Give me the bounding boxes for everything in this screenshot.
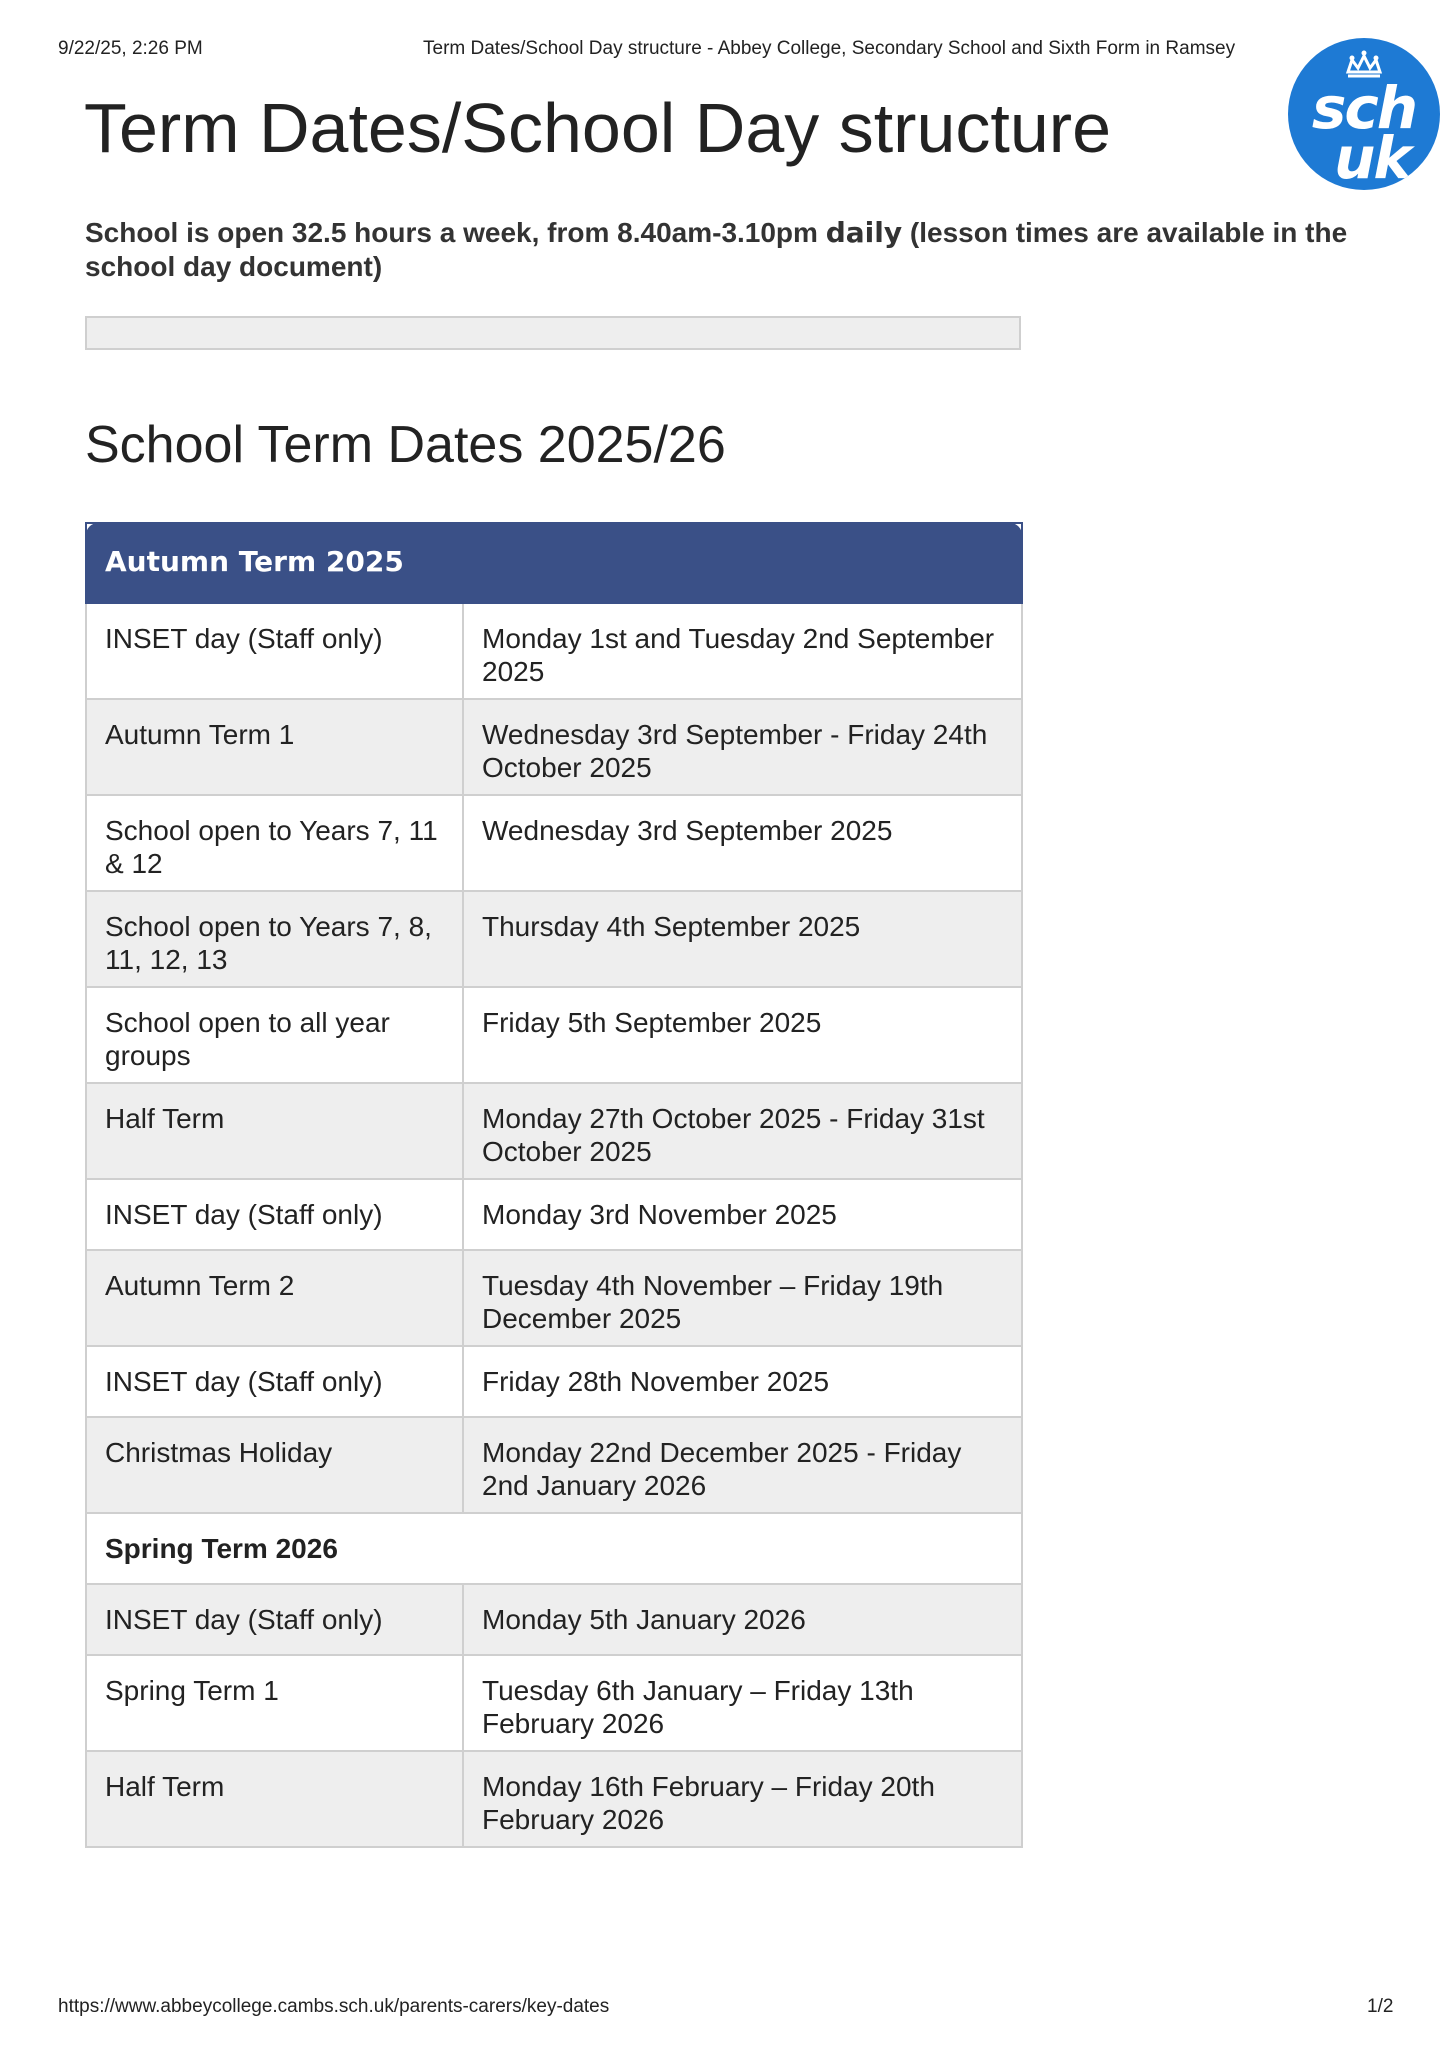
print-header [0,0,1448,60]
term-label: Spring Term 1 [86,1655,463,1751]
table-row [86,1179,1022,1250]
intro-emphasis: daily [825,216,903,249]
term-dates: Wednesday 3rd September 2025 [463,795,1022,891]
term-label: Half Term [86,1751,463,1847]
page-title: Term Dates/School Day structure [84,89,1112,167]
table-row [86,795,1022,891]
document-embed-bar [85,316,1021,350]
table-row [86,699,1022,795]
term-dates-table [85,522,1023,1848]
term-dates: Tuesday 4th November – Friday 19th December 2025 [463,1250,1022,1346]
term-dates: Monday 16th February – Friday 20th February 2026 [463,1751,1022,1847]
term-label: Half Term [86,1083,463,1179]
term-dates: Thursday 4th September 2025 [463,891,1022,987]
page-url: https://www.abbeycollege.cambs.sch.uk/parents-carers/key-dates [58,1996,610,2017]
table-row [86,891,1022,987]
print-document-title: Term Dates/School Day structure - Abbey College, Secondary School and Sixth Form in Ramsey [423,38,1236,59]
term-dates: Monday 27th October 2025 - Friday 31st October 2025 [463,1083,1022,1179]
spring-term-heading: Spring Term 2026 [86,1513,1022,1584]
term-label: INSET day (Staff only) [86,1179,463,1250]
term-label: Autumn Term 2 [86,1250,463,1346]
term-label: School open to all year groups [86,987,463,1083]
table-row [86,1417,1022,1513]
print-datetime: 9/22/25, 2:26 PM [58,38,203,59]
term-label: INSET day (Staff only) [86,603,463,699]
term-label: Autumn Term 1 [86,699,463,795]
term-label: School open to Years 7, 8, 11, 12, 13 [86,891,463,987]
table-row [86,987,1022,1083]
autumn-heading-row [86,523,1022,603]
term-dates: Monday 1st and Tuesday 2nd September 2025 [463,603,1022,699]
table-row [86,1584,1022,1655]
table-row [86,1346,1022,1417]
page-number: 1/2 [1367,1996,1394,2017]
term-dates: Friday 28th November 2025 [463,1346,1022,1417]
term-label: INSET day (Staff only) [86,1584,463,1655]
term-label: INSET day (Staff only) [86,1346,463,1417]
term-dates: Monday 22nd December 2025 - Friday 2nd January 2026 [463,1417,1022,1513]
intro-text-end: (lesson times are available in the school day document) [85,217,1348,282]
table-row [86,1083,1022,1179]
sch-uk-logo[interactable] [1288,38,1440,190]
term-dates: Monday 5th January 2026 [463,1584,1022,1655]
term-label: Christmas Holiday [86,1417,463,1513]
term-label: School open to Years 7, 11 & 12 [86,795,463,891]
intro-text-start: School is open 32.5 hours a week, from 8.40am-3.10pm [85,217,826,248]
table-row [86,603,1022,699]
term-dates: Friday 5th September 2025 [463,987,1022,1083]
table-row [86,1250,1022,1346]
school-hours-intro [85,216,1375,284]
logo-text-sch: sch [1311,74,1417,142]
term-dates: Tuesday 6th January – Friday 13th February 2026 [463,1655,1022,1751]
table-row [86,1751,1022,1847]
logo-text-uk: uk [1334,124,1410,190]
term-dates: Monday 3rd November 2025 [463,1179,1022,1250]
autumn-term-heading: Autumn Term 2025 [86,523,1022,603]
term-dates: Wednesday 3rd September - Friday 24th October 2025 [463,699,1022,795]
section-title: School Term Dates 2025/26 [85,416,726,474]
spring-heading-row [86,1513,1022,1584]
table-row [86,1655,1022,1751]
